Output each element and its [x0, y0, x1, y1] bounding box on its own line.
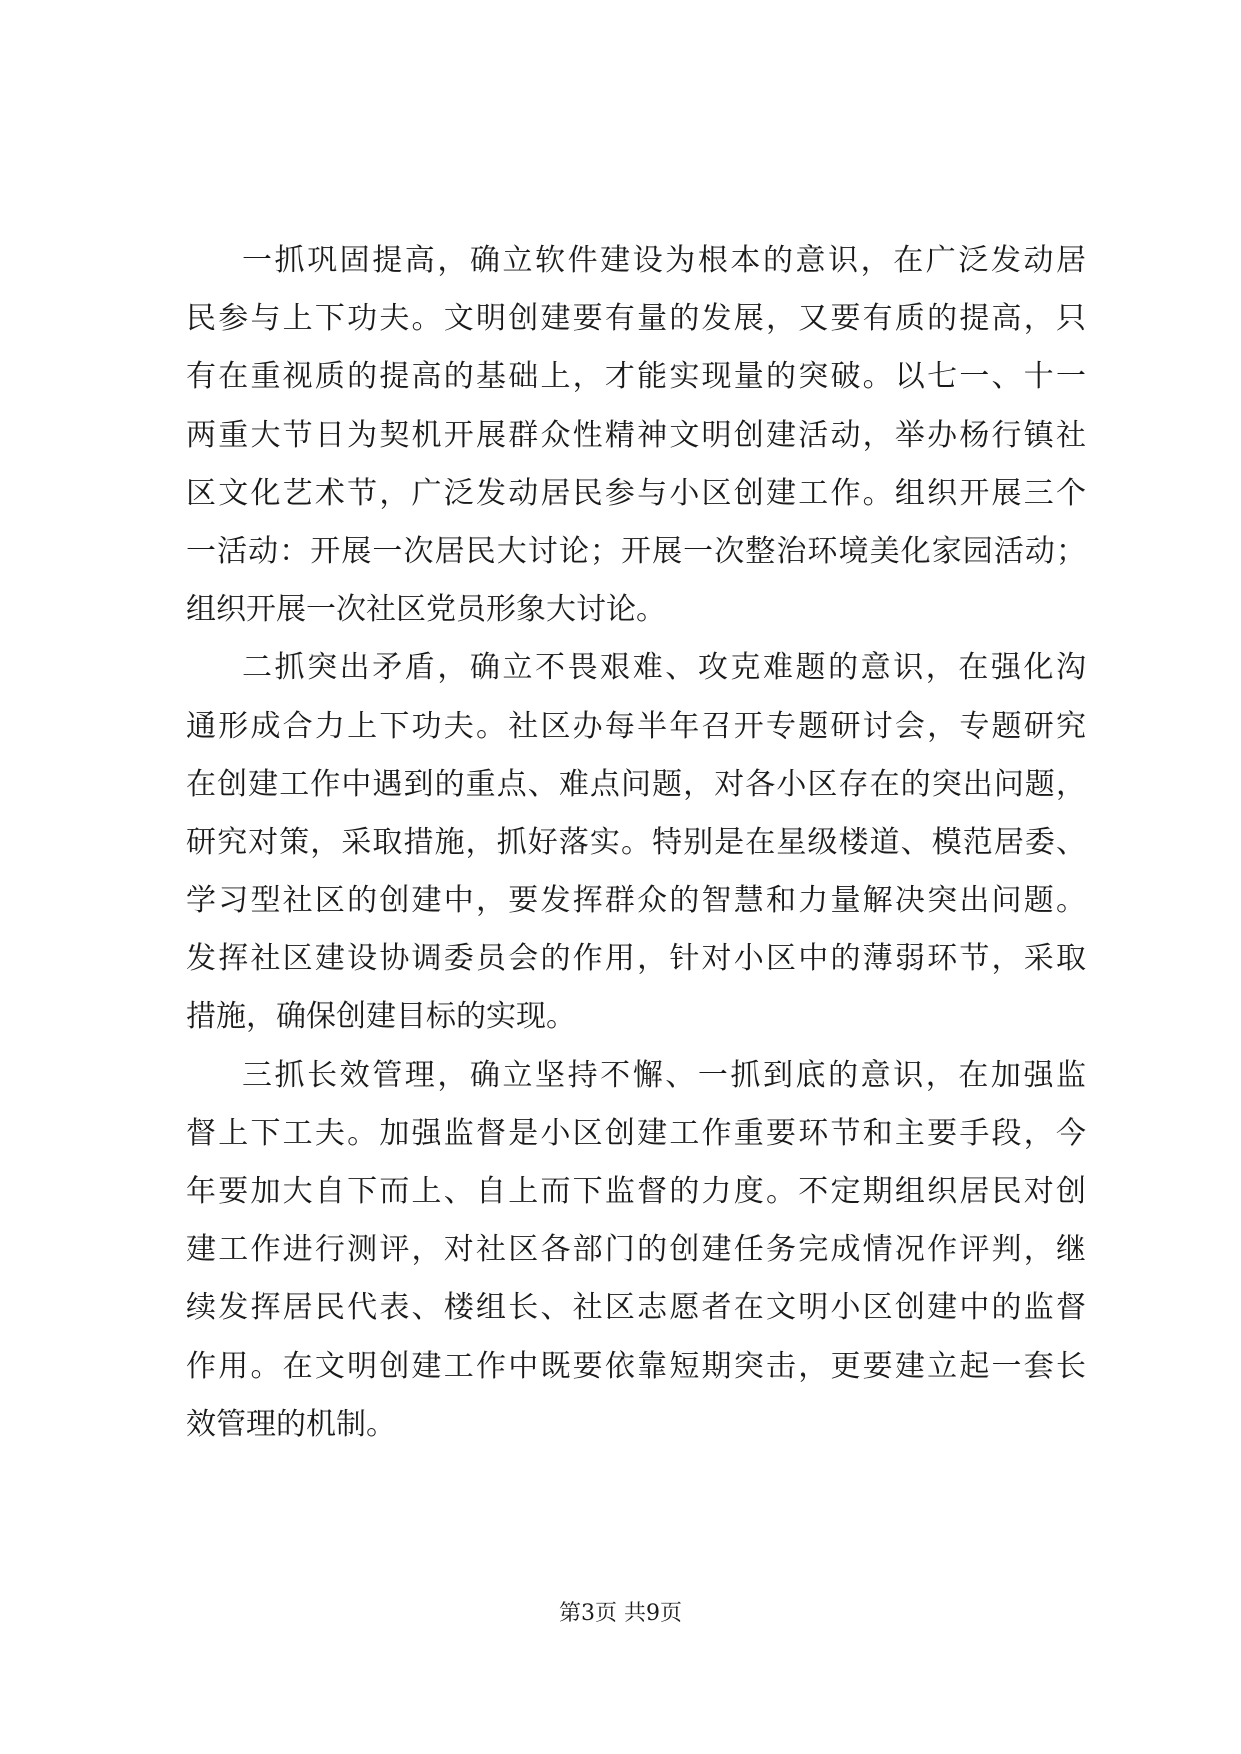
paragraph-line: 两重大节日为契机开展群众性精神文明创建活动，举办杨行镇社 [186, 417, 1086, 453]
paragraph-line: 二抓突出矛盾，确立不畏艰难、攻克难题的意识，在强化沟 [242, 650, 1086, 686]
paragraph-line: 作用。在文明创建工作中既要依靠短期突击，更要建立起一套长 [186, 1348, 1086, 1384]
paragraph-line: 一活动：开展一次居民大讨论；开展一次整治环境美化家园活动； [186, 533, 1086, 569]
paragraph-line: 三抓长效管理，确立坚持不懈、一抓到底的意识，在加强监 [242, 1057, 1086, 1093]
document-body [186, 232, 1086, 1454]
paragraph-1 [186, 232, 1086, 639]
paragraph-line: 研究对策，采取措施，抓好落实。特别是在星级楼道、模范居委、 [186, 824, 1086, 860]
paragraph-line: 有在重视质的提高的基础上，才能实现量的突破。以七一、十一 [186, 359, 1086, 395]
paragraph-line: 区文化艺术节，广泛发动居民参与小区创建工作。组织开展三个 [186, 475, 1086, 511]
page-number-footer: 第3页 共9页 [559, 1601, 682, 1626]
paragraph-line: 学习型社区的创建中，要发挥群众的智慧和力量解决突出问题。 [186, 883, 1086, 919]
paragraph-line: 民参与上下功夫。文明创建要有量的发展，又要有质的提高，只 [186, 301, 1086, 337]
paragraph-line: 效管理的机制。 [186, 1406, 396, 1442]
paragraph-line: 组织开展一次社区党员形象大讨论。 [186, 592, 666, 628]
paragraph-line: 年要加大自下而上、自上而下监督的力度。不定期组织居民对创 [186, 1174, 1086, 1209]
paragraph-line: 续发挥居民代表、楼组长、社区志愿者在文明小区创建中的监督 [186, 1290, 1086, 1326]
paragraph-line: 通形成合力上下功夫。社区办每半年召开专题研讨会，专题研究 [186, 708, 1086, 744]
paragraph-line: 发挥社区建设协调委员会的作用，针对小区中的薄弱环节，采取 [186, 941, 1086, 977]
paragraph-line: 一抓巩固提高，确立软件建设为根本的意识，在广泛发动居 [242, 243, 1086, 278]
paragraph-line: 在创建工作中遇到的重点、难点问题，对各小区存在的突出问题， [186, 766, 1086, 802]
paragraph-line: 措施，确保创建目标的实现。 [186, 999, 576, 1035]
paragraph-line: 建工作进行测评，对社区各部门的创建任务完成情况作评判，继 [186, 1232, 1086, 1268]
paragraph-3 [186, 1047, 1086, 1454]
paragraph-line: 督上下工夫。加强监督是小区创建工作重要环节和主要手段，今 [186, 1115, 1086, 1151]
paragraph-2 [186, 639, 1086, 1046]
